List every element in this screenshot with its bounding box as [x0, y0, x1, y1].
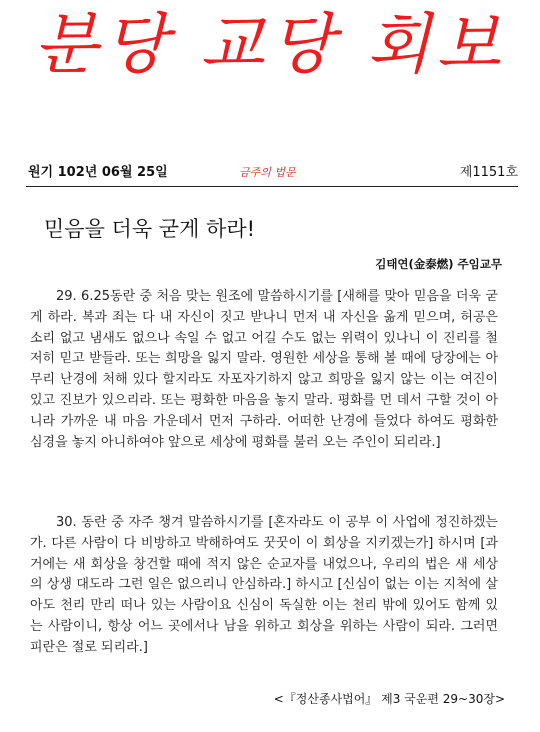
issue-number: 제1151호	[459, 165, 518, 180]
dateline	[28, 164, 518, 182]
article-author: 김태연(金泰燃) 주임교무	[375, 257, 502, 271]
header-divider	[26, 186, 518, 187]
masthead-title: 분당 교당 회보	[33, 6, 507, 83]
article-paragraph: 30. 동란 중 자주 챙겨 말씀하시기를 [혼자라도 이 공부 이 사업에 정진하겠는가. 다른 사람이 다 비방하고 박해하여도 꿋꿋이 이 회상을 지키겠는가] 하시며 [과거에는 새 회상을 창건할 때에 적지 않은 순교자를 내었으나, 우리의 법은 새 세상의 상생 대도라 그런 일은 없으리니 안심하라.] 하시고 [신심이 없는 이는 지척에 살아도 천리 만리 떠나 있는 사람이요 신심이 독실한 이는 천리 밖에 있어도 함께 있는 사람이니, 항상 어느 곳에서나 남을 위하고 회상을 위하는 사람이 되라. 그러면 피란은 절로 되리라.]	[30, 515, 498, 655]
article-paragraph: 29. 6.25동란 중 처음 맞는 원조에 말씀하시기를 [새해를 맞아 믿음을 더욱 굳게 하라. 복과 죄는 다 내 자신이 짓고 받나니 먼저 내 자신을 옮게 믿으며, 허공은 소리 없고 냄새도 없으나 속일 수 없고 어길 수도 없는 위력이 있나니 이 진리를 철저히 믿고 받들라. 또는 희망을 잃지 말라. 영원한 세상을 통해 볼 때에 당장에는 아무리 난경에 처해 있다 할지라도 자포자기하지 않고 희망을 잃지 않는 이는 여진이 있고 진보가 있으리라. 또는 평화한 마음을 놓지 말라. 평화를 먼 데서 구할 것이 아니라 가까운 내 마음 가운데서 먼저 구하라. 어떠한 난경에 들었다 하여도 평화한 심경을 놓지 아니하여야 앞으로 세상에 평화를 불러 오는 주인이 되리라.]	[30, 289, 498, 450]
source-citation: <『정산종사법어』 제3 국운편 29~30장>	[273, 692, 505, 706]
column-name: 금주의 법문	[239, 166, 296, 179]
article-title: 믿음을 더욱 굳게 하라!	[44, 217, 256, 241]
issue-date: 원기 102년 06월 25일	[28, 165, 168, 180]
